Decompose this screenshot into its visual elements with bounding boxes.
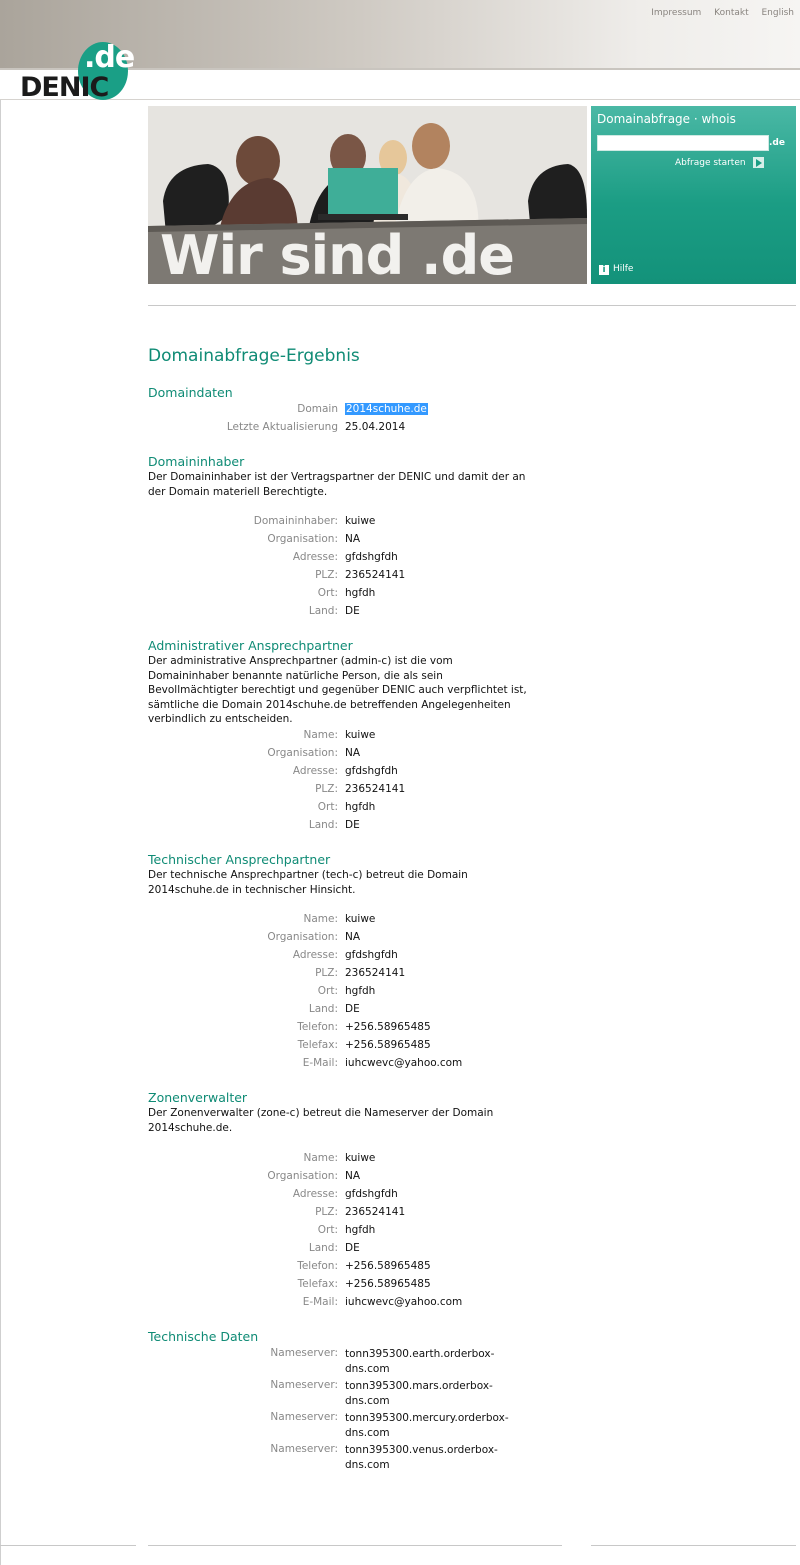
label: Adresse: (292, 551, 338, 563)
label: Name: (303, 729, 338, 741)
label: Organisation: (267, 533, 338, 545)
value: +256.58965485 (345, 1039, 431, 1051)
label: Telefon: (297, 1260, 338, 1272)
row-inhaber-1 (148, 533, 548, 551)
link-kontakt[interactable]: Kontakt (714, 8, 749, 18)
value: 236524141 (345, 967, 406, 979)
value: gfdshgfdh (345, 1188, 398, 1200)
row-domain (148, 403, 548, 421)
label: Adresse: (292, 1188, 338, 1200)
section-admin (148, 638, 548, 727)
label: PLZ: (315, 569, 338, 581)
label: Telefon: (297, 1021, 338, 1033)
heading-tech: Technischer Ansprechpartner (148, 852, 331, 867)
row-tech-3 (148, 967, 548, 985)
value: kuiwe (345, 515, 376, 527)
value: +256.58965485 (345, 1278, 431, 1290)
row-ns-3 (148, 1443, 548, 1475)
row-tech-7 (148, 1039, 548, 1057)
email-value: iuhcwevc@yahoo.com (345, 1057, 463, 1069)
nameserver-value: tonn395300.mercury.orderbox-dns.com (345, 1412, 509, 1439)
section-domaindaten (148, 385, 548, 400)
label: Nameserver: (270, 1347, 338, 1359)
heading-inhaber: Domaininhaber (148, 454, 245, 469)
label: E-Mail: (302, 1296, 338, 1308)
value: gfdshgfdh (345, 949, 398, 961)
admin-rows (148, 729, 548, 837)
row-ns-1 (148, 1379, 548, 1411)
heading-admin: Administrativer Ansprechpartner (148, 638, 353, 653)
logo-denic[interactable]: DENIC (20, 72, 109, 103)
info-icon: i (599, 265, 609, 275)
row-zone-0 (148, 1152, 548, 1170)
row-zone-3 (148, 1206, 548, 1224)
inhaber-rows (148, 515, 548, 623)
footer-line-left (0, 1545, 136, 1546)
section-tech (148, 852, 548, 897)
value: hgfdh (345, 985, 376, 997)
row-zone-1 (148, 1170, 548, 1188)
whois-panel (591, 106, 796, 284)
row-zone-8 (148, 1296, 548, 1314)
row-inhaber-5 (148, 605, 548, 623)
label: Land: (308, 819, 338, 831)
row-inhaber-3 (148, 569, 548, 587)
banner-image (148, 106, 587, 284)
label: Land: (308, 1242, 338, 1254)
footer-line-middle (148, 1545, 562, 1546)
value: DE (345, 819, 360, 831)
row-zone-2 (148, 1188, 548, 1206)
value: hgfdh (345, 587, 376, 599)
domain-search-input[interactable] (597, 135, 769, 151)
desc-tech: Der technische Ansprechpartner (tech-c) betreut die Domain 2014schuhe.de in technischer Hinsicht. (148, 869, 468, 896)
row-tech-8 (148, 1057, 548, 1075)
value: hgfdh (345, 801, 376, 813)
value-update: 25.04.2014 (345, 421, 406, 433)
row-admin-4 (148, 801, 548, 819)
label: PLZ: (315, 967, 338, 979)
label: PLZ: (315, 1206, 338, 1218)
value: hgfdh (345, 1224, 376, 1236)
label: Name: (303, 913, 338, 925)
label: Ort: (317, 801, 338, 813)
nameserver-value: tonn395300.mars.orderbox-dns.com (345, 1380, 493, 1407)
row-update (148, 421, 548, 439)
row-zone-7 (148, 1278, 548, 1296)
value: +256.58965485 (345, 1021, 431, 1033)
row-admin-5 (148, 819, 548, 837)
value: DE (345, 605, 360, 617)
section-inhaber (148, 454, 548, 499)
play-arrow-icon[interactable] (753, 157, 764, 168)
value: kuiwe (345, 913, 376, 925)
row-tech-4 (148, 985, 548, 1003)
email-value: iuhcwevc@yahoo.com (345, 1296, 463, 1308)
value: +256.58965485 (345, 1260, 431, 1272)
desc-admin: Der administrative Ansprechpartner (admin-c) ist die vom Domaininhaber benannte natürliche Person, die als sein Bevollmächtigter berechtigt und gegenüber DENIC auch verpflichtet ist, sämtliche die Domain 2014schuhe.de betreffenden Angelegenheiten verbindlich zu entscheiden. (148, 655, 527, 725)
label: PLZ: (315, 783, 338, 795)
label: E-Mail: (302, 1057, 338, 1069)
desc-inhaber: Der Domaininhaber ist der Vertragspartner der DENIC und damit der an der Domain materiell Berechtigte. (148, 471, 526, 498)
tech-rows (148, 913, 548, 1075)
nameserver-rows (148, 1347, 548, 1475)
query-submit-button[interactable]: Abfrage starten (675, 158, 746, 168)
value: NA (345, 1170, 361, 1182)
nameserver-value: tonn395300.earth.orderbox-dns.com (345, 1348, 495, 1375)
label: Domaininhaber: (253, 515, 338, 527)
value: 236524141 (345, 1206, 406, 1218)
label: Nameserver: (270, 1379, 338, 1391)
row-tech-0 (148, 913, 548, 931)
whois-title: Domainabfrage · whois (597, 112, 736, 126)
tld-label: .de (769, 138, 785, 148)
row-tech-2 (148, 949, 548, 967)
value: 236524141 (345, 783, 406, 795)
help-link[interactable] (599, 264, 633, 275)
content-divider (148, 305, 796, 306)
heading-techdaten: Technische Daten (148, 1329, 259, 1344)
label: Land: (308, 605, 338, 617)
value: NA (345, 931, 361, 943)
label: Ort: (317, 985, 338, 997)
row-inhaber-2 (148, 551, 548, 569)
value: gfdshgfdh (345, 551, 398, 563)
value: DE (345, 1242, 360, 1254)
row-zone-6 (148, 1260, 548, 1278)
section-zone (148, 1090, 548, 1135)
row-tech-5 (148, 1003, 548, 1021)
label: Adresse: (292, 949, 338, 961)
value: 236524141 (345, 569, 406, 581)
banner-slogan: Wir sind .de (160, 224, 514, 284)
value: NA (345, 533, 361, 545)
value-domain[interactable] (345, 403, 428, 415)
row-zone-5 (148, 1242, 548, 1260)
row-ns-2 (148, 1411, 548, 1443)
label: Adresse: (292, 765, 338, 777)
help-label: Hilfe (613, 264, 634, 274)
label: Organisation: (267, 1170, 338, 1182)
label-domain: Domain (297, 403, 338, 415)
label: Organisation: (267, 931, 338, 943)
row-ns-0 (148, 1347, 548, 1379)
domaindaten-rows (148, 403, 548, 439)
page-title: Domainabfrage-Ergebnis (148, 346, 360, 366)
value: kuiwe (345, 729, 376, 741)
row-tech-6 (148, 1021, 548, 1039)
nameserver-value: tonn395300.venus.orderbox-dns.com (345, 1444, 498, 1471)
zone-rows (148, 1152, 548, 1314)
label: Organisation: (267, 747, 338, 759)
logo-de[interactable]: .de (84, 40, 135, 75)
desc-zone: Der Zonenverwalter (zone-c) betreut die Nameserver der Domain 2014schuhe.de. (148, 1107, 494, 1134)
label: Name: (303, 1152, 338, 1164)
top-nav (641, 8, 794, 18)
value: gfdshgfdh (345, 765, 398, 777)
heading-zone: Zonenverwalter (148, 1090, 248, 1105)
label-update: Letzte Aktualisierung (226, 421, 338, 433)
value: DE (345, 1003, 360, 1015)
label: Land: (308, 1003, 338, 1015)
label: Telefax: (297, 1278, 338, 1290)
label: Nameserver: (270, 1443, 338, 1455)
row-tech-1 (148, 931, 548, 949)
link-english[interactable]: English (761, 8, 794, 18)
row-inhaber-0 (148, 515, 548, 533)
row-zone-4 (148, 1224, 548, 1242)
value: kuiwe (345, 1152, 376, 1164)
value: NA (345, 747, 361, 759)
heading-domaindaten: Domaindaten (148, 385, 233, 400)
row-inhaber-4 (148, 587, 548, 605)
row-admin-1 (148, 747, 548, 765)
footer-line-right (591, 1545, 796, 1546)
header-divider-bottom (0, 99, 800, 100)
domain-highlight[interactable]: 2014schuhe.de (346, 403, 427, 415)
label: Ort: (317, 1224, 338, 1236)
label: Nameserver: (270, 1411, 338, 1423)
row-admin-2 (148, 765, 548, 783)
row-admin-3 (148, 783, 548, 801)
label: Ort: (317, 587, 338, 599)
left-divider (0, 100, 1, 1565)
section-techdaten (148, 1329, 548, 1344)
link-impressum[interactable]: Impressum (651, 8, 702, 18)
label: Telefax: (297, 1039, 338, 1051)
row-admin-0 (148, 729, 548, 747)
